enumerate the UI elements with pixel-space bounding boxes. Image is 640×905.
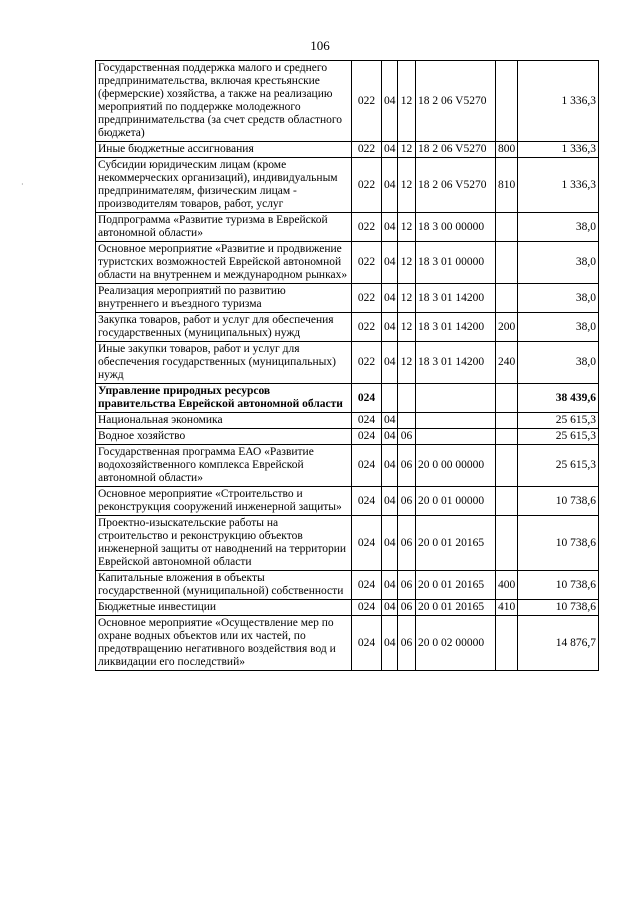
target-article-code: 18 3 00 00000 (416, 213, 496, 242)
target-article-code: 18 3 01 14200 (416, 284, 496, 313)
row-name: Основное мероприятие «Строительство и реконструкция сооружений инженерной защиты» (96, 487, 352, 516)
margin-mark: · (21, 180, 24, 189)
row-name: Закупка товаров, работ и услуг для обеспечения государственных (муниципальных) нужд (96, 313, 352, 342)
table-row (96, 384, 599, 413)
expense-type-code: 200 (496, 313, 518, 342)
row-name: Основное мероприятие «Развитие и продвижение туристских возможностей Еврейской автономной области на внутреннем и международном рынках» (96, 242, 352, 284)
target-article-code: 20 0 01 20165 (416, 516, 496, 571)
amount: 1 336,3 (518, 61, 599, 142)
section-code: 04 (382, 445, 398, 487)
row-name: Государственная программа ЕАО «Развитие водохозяйственного комплекса Еврейской автономной области» (96, 445, 352, 487)
section-code: 04 (382, 213, 398, 242)
table-row (96, 142, 599, 158)
section-code: 04 (382, 61, 398, 142)
target-article-code: 18 2 06 V5270 (416, 158, 496, 213)
table-row (96, 158, 599, 213)
ministry-code: 024 (352, 384, 382, 413)
subsection-code: 06 (398, 429, 416, 445)
target-article-code (416, 413, 496, 429)
table-row (96, 284, 599, 313)
expense-type-code (496, 429, 518, 445)
ministry-code: 024 (352, 413, 382, 429)
target-article-code: 18 3 01 00000 (416, 242, 496, 284)
amount: 10 738,6 (518, 487, 599, 516)
subsection-code: 06 (398, 445, 416, 487)
section-code: 04 (382, 516, 398, 571)
row-name: Капитальные вложения в объекты государственной (муниципальной) собственности (96, 571, 352, 600)
amount: 14 876,7 (518, 616, 599, 671)
subsection-code: 12 (398, 313, 416, 342)
ministry-code: 024 (352, 571, 382, 600)
table-row (96, 487, 599, 516)
expense-type-code: 810 (496, 158, 518, 213)
table-row (96, 213, 599, 242)
amount: 25 615,3 (518, 413, 599, 429)
subsection-code (398, 413, 416, 429)
target-article-code: 20 0 01 20165 (416, 571, 496, 600)
subsection-code: 12 (398, 158, 416, 213)
section-code: 04 (382, 342, 398, 384)
row-name: Водное хозяйство (96, 429, 352, 445)
subsection-code: 12 (398, 142, 416, 158)
subsection-code: 06 (398, 487, 416, 516)
expense-type-code (496, 61, 518, 142)
amount: 10 738,6 (518, 571, 599, 600)
amount: 38,0 (518, 313, 599, 342)
ministry-code: 022 (352, 213, 382, 242)
table-row (96, 61, 599, 142)
section-code: 04 (382, 571, 398, 600)
row-name: Бюджетные инвестиции (96, 600, 352, 616)
row-name: Подпрограмма «Развитие туризма в Еврейской автономной области» (96, 213, 352, 242)
table-row (96, 571, 599, 600)
target-article-code (416, 429, 496, 445)
subsection-code: 12 (398, 213, 416, 242)
ministry-code: 022 (352, 142, 382, 158)
expense-type-code: 410 (496, 600, 518, 616)
amount: 1 336,3 (518, 158, 599, 213)
expense-type-code (496, 284, 518, 313)
ministry-code: 022 (352, 242, 382, 284)
section-code: 04 (382, 158, 398, 213)
table-row (96, 429, 599, 445)
target-article-code: 18 2 06 V5270 (416, 61, 496, 142)
subsection-code: 12 (398, 342, 416, 384)
target-article-code: 18 3 01 14200 (416, 313, 496, 342)
amount: 10 738,6 (518, 516, 599, 571)
subsection-code (398, 384, 416, 413)
target-article-code (416, 384, 496, 413)
expense-type-code: 240 (496, 342, 518, 384)
row-name: Проектно-изыскательские работы на строительство и реконструкцию объектов инженерной защиты от наводнений на территории Еврейской автономной области (96, 516, 352, 571)
section-code: 04 (382, 600, 398, 616)
table-row (96, 413, 599, 429)
amount: 38,0 (518, 342, 599, 384)
expense-type-code: 400 (496, 571, 518, 600)
ministry-code: 024 (352, 516, 382, 571)
ministry-code: 022 (352, 61, 382, 142)
expense-type-code (496, 516, 518, 571)
table-row (96, 313, 599, 342)
subsection-code: 06 (398, 571, 416, 600)
table-row (96, 616, 599, 671)
row-name: Государственная поддержка малого и среднего предпринимательства, включая крестьянские (фермерские) хозяйства, а также на реализацию мероприятий по поддержке молодежного предпринимательства (за счет средств областного бюджета) (96, 61, 352, 142)
row-name: Иные закупки товаров, работ и услуг для обеспечения государственных (муниципальных) нужд (96, 342, 352, 384)
expense-type-code: 800 (496, 142, 518, 158)
row-name: Реализация мероприятий по развитию внутреннего и въездного туризма (96, 284, 352, 313)
expense-type-code (496, 242, 518, 284)
subsection-code: 06 (398, 600, 416, 616)
row-name: Национальная экономика (96, 413, 352, 429)
target-article-code: 18 2 06 V5270 (416, 142, 496, 158)
amount: 38,0 (518, 242, 599, 284)
ministry-code: 024 (352, 487, 382, 516)
row-name: Управление природных ресурсов правительства Еврейской автономной области (96, 384, 352, 413)
amount: 38,0 (518, 284, 599, 313)
ministry-code: 024 (352, 600, 382, 616)
table-row (96, 516, 599, 571)
ministry-code: 024 (352, 445, 382, 487)
ministry-code: 024 (352, 616, 382, 671)
amount: 1 336,3 (518, 142, 599, 158)
section-code (382, 384, 398, 413)
table-row (96, 600, 599, 616)
target-article-code: 18 3 01 14200 (416, 342, 496, 384)
budget-table-body (96, 61, 599, 671)
expense-type-code (496, 213, 518, 242)
target-article-code: 20 0 01 00000 (416, 487, 496, 516)
section-code: 04 (382, 487, 398, 516)
subsection-code: 06 (398, 516, 416, 571)
section-code: 04 (382, 313, 398, 342)
expense-type-code (496, 413, 518, 429)
expense-type-code (496, 616, 518, 671)
amount: 10 738,6 (518, 600, 599, 616)
target-article-code: 20 0 01 20165 (416, 600, 496, 616)
ministry-code: 024 (352, 429, 382, 445)
budget-table (95, 60, 599, 671)
section-code: 04 (382, 413, 398, 429)
section-code: 04 (382, 284, 398, 313)
ministry-code: 022 (352, 342, 382, 384)
amount: 38,0 (518, 213, 599, 242)
table-row (96, 342, 599, 384)
table-row (96, 445, 599, 487)
table-row (96, 242, 599, 284)
expense-type-code (496, 487, 518, 516)
target-article-code: 20 0 02 00000 (416, 616, 496, 671)
page-number: 106 (310, 38, 330, 53)
target-article-code: 20 0 00 00000 (416, 445, 496, 487)
section-code: 04 (382, 616, 398, 671)
row-name: Основное мероприятие «Осуществление мер по охране водных объектов или их частей, по предотвращению негативного воздействия вод и ликвидации его последствий» (96, 616, 352, 671)
ministry-code: 022 (352, 158, 382, 213)
row-name: Субсидии юридическим лицам (кроме некоммерческих организаций), индивидуальным предпринимателям, физическим лицам - производителям товаров, работ, услуг (96, 158, 352, 213)
amount: 25 615,3 (518, 429, 599, 445)
row-name: Иные бюджетные ассигнования (96, 142, 352, 158)
ministry-code: 022 (352, 313, 382, 342)
subsection-code: 12 (398, 284, 416, 313)
subsection-code: 06 (398, 616, 416, 671)
amount: 25 615,3 (518, 445, 599, 487)
section-code: 04 (382, 429, 398, 445)
subsection-code: 12 (398, 242, 416, 284)
ministry-code: 022 (352, 284, 382, 313)
amount: 38 439,6 (518, 384, 599, 413)
section-code: 04 (382, 142, 398, 158)
subsection-code: 12 (398, 61, 416, 142)
expense-type-code (496, 445, 518, 487)
section-code: 04 (382, 242, 398, 284)
expense-type-code (496, 384, 518, 413)
